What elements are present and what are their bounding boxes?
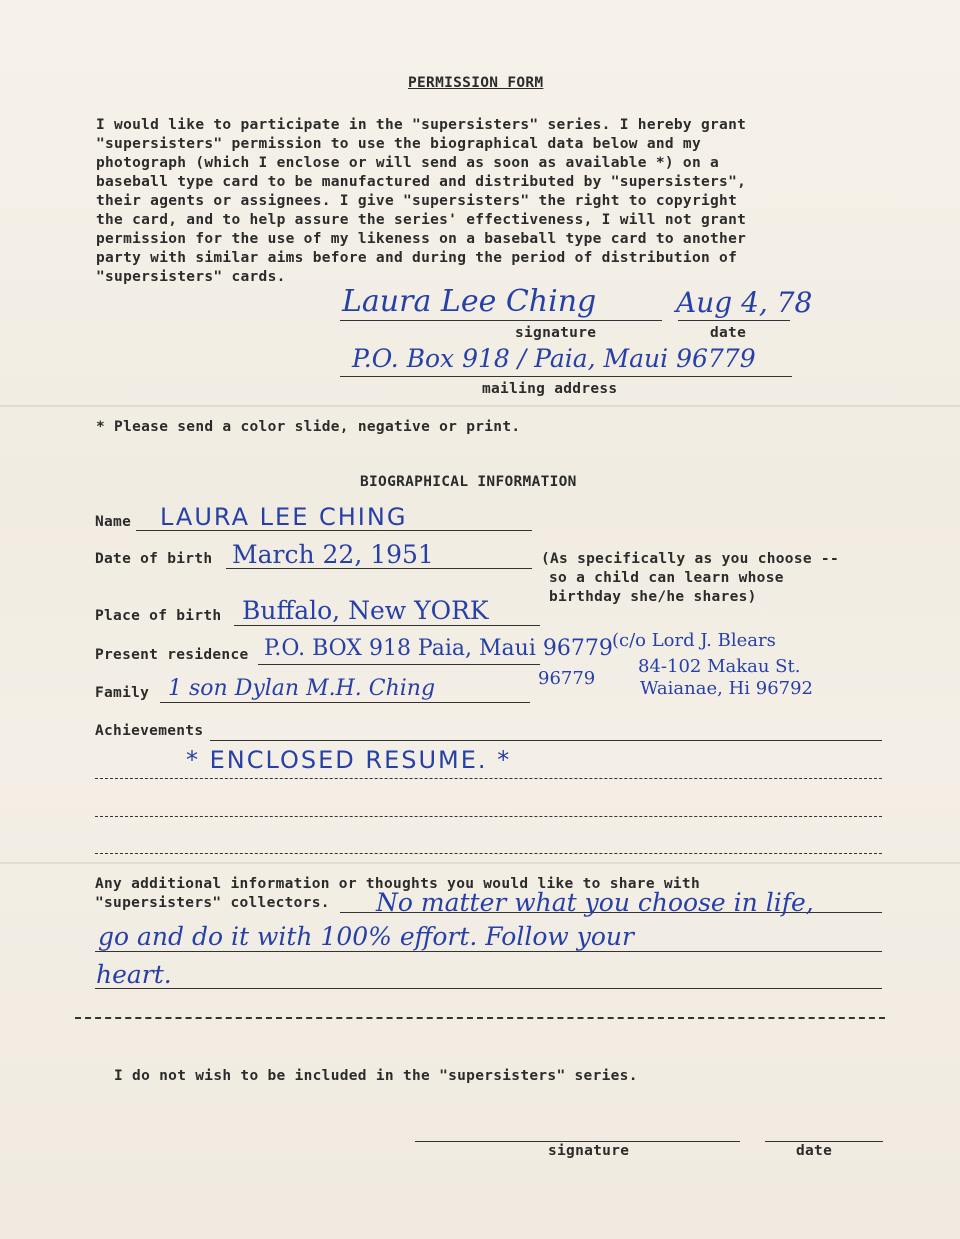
footnote: * Please send a color slide, negative or print. [96, 419, 521, 435]
paragraph-line: I would like to participate in the "supersisters" series. I hereby grant [96, 117, 747, 133]
mailing-address-label: mailing address [482, 381, 618, 397]
handwritten-dob: March 22, 1951 [232, 540, 434, 569]
fold-crease [0, 862, 960, 864]
bio-heading: BIOGRAPHICAL INFORMATION [360, 474, 577, 490]
additional-label: "supersisters" collectors. [95, 895, 330, 911]
handwritten-achievements: * ENCLOSED RESUME. * [186, 746, 512, 774]
optout-date-label: date [796, 1143, 833, 1159]
paragraph-line: the card, and to help assure the series' effectiveness, I will not grant [96, 212, 747, 228]
handwritten-additional: go and do it with 100% effort. Follow your [98, 922, 634, 951]
permission-paragraph [96, 116, 796, 287]
paragraph-line: permission for the use of my likeness on a baseball type card to another [96, 231, 747, 247]
achievements-line [210, 740, 882, 741]
pob-label: Place of birth [95, 608, 222, 624]
optout-signature-line [415, 1141, 740, 1142]
optout-date-line [765, 1141, 883, 1142]
handwritten-family: 1 son Dylan M.H. Ching [168, 676, 436, 701]
dob-label: Date of birth [95, 551, 213, 567]
residence-line [258, 664, 540, 665]
additional-line [95, 988, 882, 989]
optout-text: I do not wish to be included in the "supersisters" series. [114, 1068, 638, 1084]
achievements-label: Achievements [95, 723, 204, 739]
family-line [160, 702, 530, 703]
handwritten-pob: Buffalo, New YORK [242, 596, 489, 625]
fold-crease [0, 405, 960, 407]
achievements-line [95, 853, 882, 854]
handwritten-additional: No matter what you choose in life, [376, 888, 814, 917]
cut-line [75, 1017, 885, 1019]
signature-label: signature [515, 325, 597, 341]
achievements-line [95, 778, 882, 779]
name-label: Name [95, 514, 132, 530]
residence-label: Present residence [95, 647, 249, 663]
handwritten-name: LAURA LEE CHING [160, 503, 408, 531]
handwritten-additional: heart. [96, 960, 172, 989]
dob-note: birthday she/he shares) [549, 589, 757, 605]
date-label: date [710, 325, 747, 341]
achievements-line [95, 816, 882, 817]
handwritten-residence: P.O. BOX 918 Paia, Maui 96779 [264, 636, 613, 661]
handwritten-mailing-address: P.O. Box 918 / Paia, Maui 96779 [352, 344, 756, 373]
handwritten-care-of: (c/o Lord J. Blears [612, 630, 776, 651]
optout-signature-label: signature [548, 1143, 630, 1159]
paragraph-line: their agents or assignees. I give "supersisters" the right to copyright [96, 193, 738, 209]
handwritten-care-of: 84-102 Makau St. [638, 656, 801, 677]
handwritten-signature: Laura Lee Ching [342, 284, 597, 319]
paragraph-line: "supersisters" permission to use the biographical data below and my [96, 136, 701, 152]
handwritten-care-of: Waianae, Hi 96792 [640, 678, 814, 699]
additional-label: Any additional information or thoughts you would like to share with [95, 876, 700, 892]
pob-line [234, 625, 540, 626]
paragraph-line: party with similar aims before and during the period of distribution of [96, 250, 738, 266]
family-label: Family [95, 685, 150, 701]
date-line [678, 320, 790, 321]
paragraph-line: "supersisters" cards. [96, 269, 286, 285]
mailing-address-line [340, 376, 792, 377]
signature-line [340, 320, 662, 321]
paragraph-line: photograph (which I enclose or will send as soon as available *) on a [96, 155, 720, 171]
dob-note: (As specifically as you choose -- [541, 551, 839, 567]
paragraph-line: baseball type card to be manufactured and distributed by "supersisters", [96, 174, 747, 190]
handwritten-residence-zip: 96779 [538, 668, 596, 689]
additional-line [95, 951, 882, 952]
form-title: PERMISSION FORM [408, 75, 544, 91]
handwritten-date: Aug 4, 78 [676, 286, 813, 319]
dob-note: so a child can learn whose [549, 570, 784, 586]
